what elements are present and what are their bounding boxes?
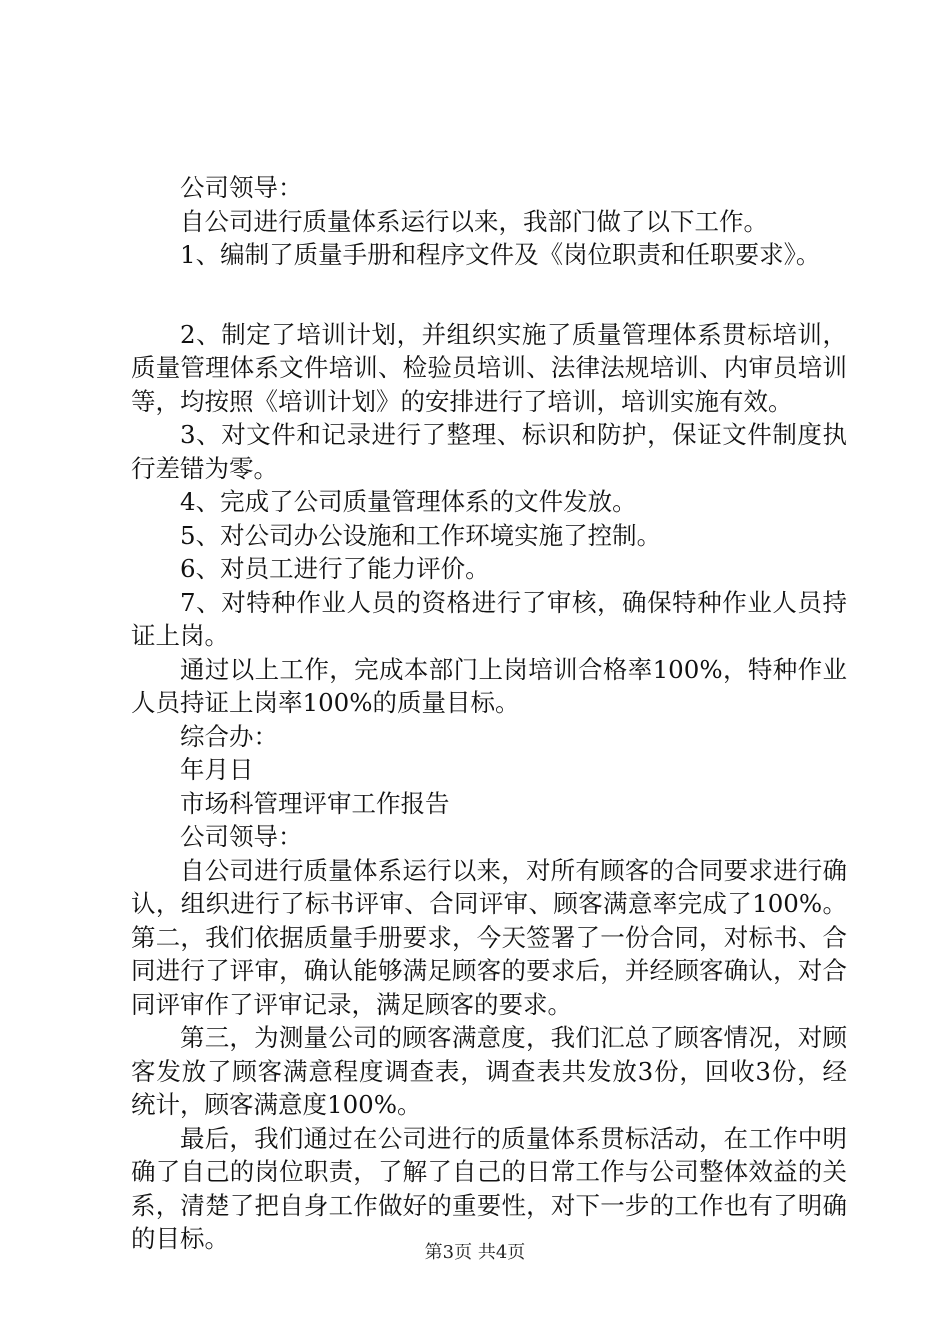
item-3: 3、对文件和记录进行了整理、标识和防护，保证文件制度执行差错为零。 (131, 420, 847, 483)
summary-paragraph: 通过以上工作，完成本部门上岗培训合格率100%，特种作业人员持证上岗率100%的质量目标。 (131, 654, 847, 717)
blank-gap (131, 272, 847, 318)
item-6: 6、对员工进行了能力评价。 (180, 554, 490, 583)
salutation: 公司领导： (180, 173, 303, 202)
market-paragraph-1: 自公司进行质量体系运行以来，对所有顾客的合同要求进行确认，组织进行了标书评审、合同评审、顾客满意率完成了100%。第二，我们依据质量手册要求，今天签署了一份合同，对标书、合同进行了评审，确认能够满足顾客的要求后，并经顾客确认，对合同评审作了评审记录，满足顾客的要求。 (131, 855, 847, 1019)
report-title: 市场科管理评审工作报告 (180, 788, 450, 818)
document-body (131, 171, 847, 1256)
salutation-2: 公司领导： (180, 822, 303, 851)
item-2: 2、制定了培训计划，并组织实施了质量管理体系贯标培训，质量管理体系文件培训、检验员培训、法律法规培训、内审员培训等，均按照《培训计划》的安排进行了培训，培训实施有效。 (131, 319, 847, 416)
item-5: 5、对公司办公设施和工作环境实施了控制。 (180, 520, 662, 550)
market-paragraph-2: 第三，为测量公司的顾客满意度，我们汇总了顾客情况，对顾客发放了顾客满意程度调查表，调查表共发放3份，回收3份，经统计，顾客满意度100%。 (131, 1023, 847, 1119)
item-4: 4、完成了公司质量管理体系的文件发放。 (180, 487, 637, 516)
intro-paragraph: 自公司进行质量体系运行以来，我部门做了以下工作。 (180, 206, 768, 236)
date-line: 年月日 (180, 755, 254, 784)
department-signature: 综合办： (180, 721, 278, 751)
page-footer: 第3页 共4页 (424, 1242, 526, 1263)
item-1: 1、编制了质量手册和程序文件及《岗位职责和任职要求》。 (180, 240, 821, 269)
market-paragraph-3: 最后，我们通过在公司进行的质量体系贯标活动，在工作中明确了自己的岗位职责，了解了自己的日常工作与公司整体效益的关系，清楚了把自身工作做好的重要性，对下一步的工作也有了明确的目标。 (131, 1123, 847, 1253)
item-7: 7、对特种作业人员的资格进行了审核，确保特种作业人员持证上岗。 (131, 587, 847, 650)
